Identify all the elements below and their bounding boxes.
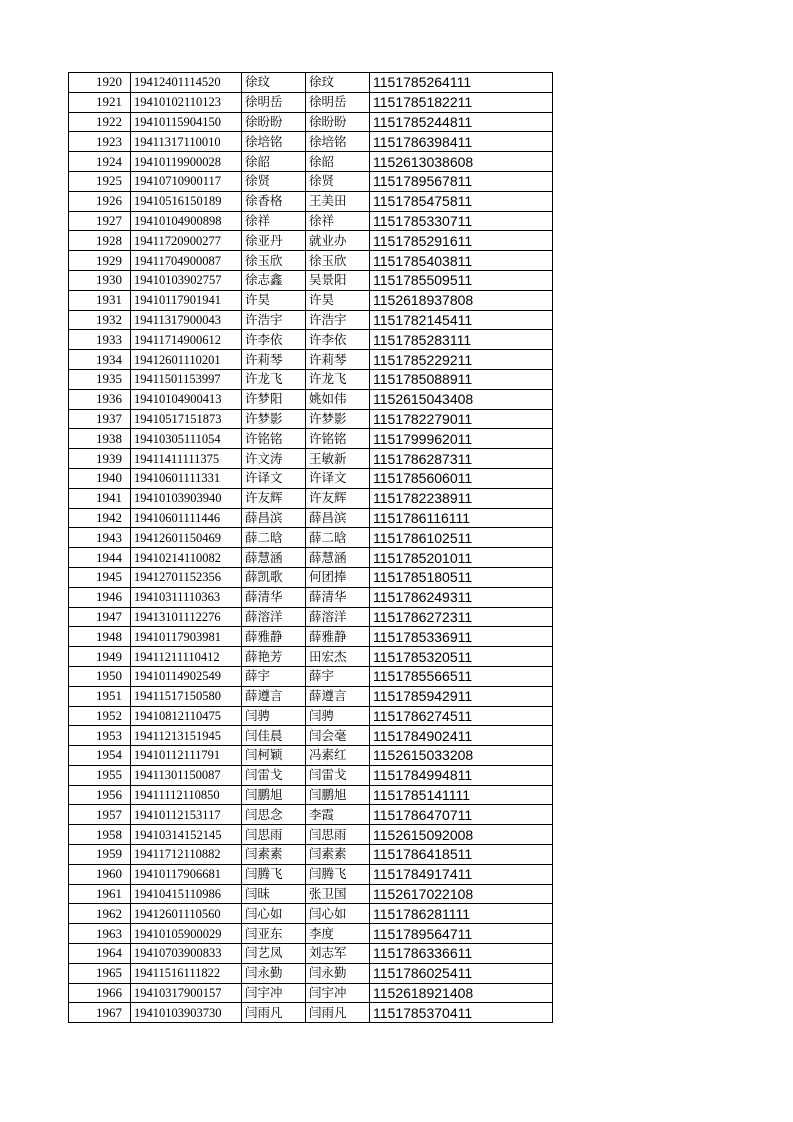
id-number-cell: 19413101112276 <box>131 607 242 627</box>
name-cell: 徐玉欣 <box>242 251 306 271</box>
payee-name-cell: 何团捧 <box>306 567 370 587</box>
account-number-cell: 1151799962011 <box>370 429 553 449</box>
payee-name-cell: 许李依 <box>306 330 370 350</box>
payee-name-cell: 闫心如 <box>306 904 370 924</box>
name-cell: 薛艳芳 <box>242 647 306 667</box>
name-cell: 闫亚东 <box>242 924 306 944</box>
payee-name-cell: 闫宇冲 <box>306 983 370 1003</box>
payee-name-cell: 薛清华 <box>306 587 370 607</box>
name-cell: 徐贤 <box>242 171 306 191</box>
id-number-cell: 19410104900413 <box>131 389 242 409</box>
account-number-cell: 1151782279011 <box>370 409 553 429</box>
id-number-cell: 19410317900157 <box>131 983 242 1003</box>
row-number-cell: 1931 <box>69 290 131 310</box>
row-number-cell: 1957 <box>69 805 131 825</box>
id-number-cell: 19410415110986 <box>131 884 242 904</box>
id-number-cell: 19411501153997 <box>131 369 242 389</box>
table-row <box>69 845 553 865</box>
name-cell: 闫素素 <box>242 845 306 865</box>
account-number-cell: 1151786470711 <box>370 805 553 825</box>
id-number-cell: 19412401114520 <box>131 73 242 93</box>
name-cell: 许龙飞 <box>242 369 306 389</box>
name-cell: 徐志鑫 <box>242 270 306 290</box>
row-number-cell: 1949 <box>69 647 131 667</box>
table-row <box>69 251 553 271</box>
account-number-cell: 1151786249311 <box>370 587 553 607</box>
payee-name-cell: 闫永勤 <box>306 963 370 983</box>
account-number-cell: 1152618937808 <box>370 290 553 310</box>
name-cell: 徐玟 <box>242 73 306 93</box>
id-number-cell: 19410516150189 <box>131 191 242 211</box>
payee-name-cell: 李霞 <box>306 805 370 825</box>
id-number-cell: 19410102110123 <box>131 92 242 112</box>
name-cell: 薛清华 <box>242 587 306 607</box>
row-number-cell: 1965 <box>69 963 131 983</box>
id-number-cell: 19410112111791 <box>131 746 242 766</box>
name-cell: 许浩宇 <box>242 310 306 330</box>
name-cell: 薛遵言 <box>242 686 306 706</box>
id-number-cell: 19410117906681 <box>131 864 242 884</box>
payee-name-cell: 徐韶 <box>306 152 370 172</box>
table-row <box>69 805 553 825</box>
id-number-cell: 19410305111054 <box>131 429 242 449</box>
table-row <box>69 330 553 350</box>
id-number-cell: 19411301150087 <box>131 765 242 785</box>
id-number-cell: 19410601111331 <box>131 468 242 488</box>
account-number-cell: 1151785370411 <box>370 1003 553 1023</box>
account-number-cell: 1151785291611 <box>370 231 553 251</box>
payee-name-cell: 徐玟 <box>306 73 370 93</box>
account-number-cell: 1151785336911 <box>370 627 553 647</box>
table-row <box>69 706 553 726</box>
payee-name-cell: 徐明岳 <box>306 92 370 112</box>
data-table <box>68 72 553 1023</box>
account-number-cell: 1151785229211 <box>370 350 553 370</box>
name-cell: 闫鹏旭 <box>242 785 306 805</box>
account-number-cell: 1151786116111 <box>370 508 553 528</box>
account-number-cell: 1152615043408 <box>370 389 553 409</box>
table-row <box>69 468 553 488</box>
id-number-cell: 19410117901941 <box>131 290 242 310</box>
row-number-cell: 1956 <box>69 785 131 805</box>
account-number-cell: 1152617022108 <box>370 884 553 904</box>
row-number-cell: 1967 <box>69 1003 131 1023</box>
row-number-cell: 1923 <box>69 132 131 152</box>
table-row <box>69 924 553 944</box>
table-row <box>69 944 553 964</box>
table-row <box>69 904 553 924</box>
name-cell: 许友辉 <box>242 488 306 508</box>
id-number-cell: 19411112110850 <box>131 785 242 805</box>
row-number-cell: 1963 <box>69 924 131 944</box>
id-number-cell: 19410314152145 <box>131 825 242 845</box>
table-row <box>69 746 553 766</box>
id-number-cell: 19411704900087 <box>131 251 242 271</box>
account-number-cell: 1151789567811 <box>370 171 553 191</box>
payee-name-cell: 闫素素 <box>306 845 370 865</box>
payee-name-cell: 张卫国 <box>306 884 370 904</box>
id-number-cell: 19412601150469 <box>131 528 242 548</box>
name-cell: 薛二晗 <box>242 528 306 548</box>
payee-name-cell: 徐培铭 <box>306 132 370 152</box>
payee-name-cell: 许铭铭 <box>306 429 370 449</box>
table-row <box>69 825 553 845</box>
account-number-cell: 1151785509511 <box>370 270 553 290</box>
account-number-cell: 1151785606011 <box>370 468 553 488</box>
name-cell: 徐香格 <box>242 191 306 211</box>
name-cell: 徐祥 <box>242 211 306 231</box>
name-cell: 薛凯歌 <box>242 567 306 587</box>
account-number-cell: 1151786281111 <box>370 904 553 924</box>
account-number-cell: 1151785403811 <box>370 251 553 271</box>
payee-name-cell: 许龙飞 <box>306 369 370 389</box>
row-number-cell: 1929 <box>69 251 131 271</box>
name-cell: 许铭铭 <box>242 429 306 449</box>
account-number-cell: 1151785201011 <box>370 548 553 568</box>
name-cell: 许译文 <box>242 468 306 488</box>
account-number-cell: 1151786102511 <box>370 528 553 548</box>
table-row <box>69 270 553 290</box>
name-cell: 许梦影 <box>242 409 306 429</box>
row-number-cell: 1924 <box>69 152 131 172</box>
account-number-cell: 1152613038608 <box>370 152 553 172</box>
row-number-cell: 1960 <box>69 864 131 884</box>
row-number-cell: 1928 <box>69 231 131 251</box>
name-cell: 徐盼盼 <box>242 112 306 132</box>
id-number-cell: 19411720900277 <box>131 231 242 251</box>
account-number-cell: 1151785566511 <box>370 666 553 686</box>
table-row <box>69 963 553 983</box>
name-cell: 闫雷戈 <box>242 765 306 785</box>
table-row <box>69 765 553 785</box>
name-cell: 徐明岳 <box>242 92 306 112</box>
payee-name-cell: 徐盼盼 <box>306 112 370 132</box>
payee-name-cell: 就业办 <box>306 231 370 251</box>
payee-name-cell: 王美田 <box>306 191 370 211</box>
table-row <box>69 310 553 330</box>
row-number-cell: 1948 <box>69 627 131 647</box>
table-row <box>69 92 553 112</box>
row-number-cell: 1943 <box>69 528 131 548</box>
row-number-cell: 1941 <box>69 488 131 508</box>
row-number-cell: 1922 <box>69 112 131 132</box>
id-number-cell: 19410517151873 <box>131 409 242 429</box>
account-number-cell: 1151785141111 <box>370 785 553 805</box>
payee-name-cell: 吴景阳 <box>306 270 370 290</box>
name-cell: 闫心如 <box>242 904 306 924</box>
payee-name-cell: 薛慧涵 <box>306 548 370 568</box>
name-cell: 徐培铭 <box>242 132 306 152</box>
account-number-cell: 1151785283111 <box>370 330 553 350</box>
payee-name-cell: 薛宇 <box>306 666 370 686</box>
payee-name-cell: 徐祥 <box>306 211 370 231</box>
account-number-cell: 1151786025411 <box>370 963 553 983</box>
account-number-cell: 1151786287311 <box>370 449 553 469</box>
table-row <box>69 567 553 587</box>
account-number-cell: 1151785475811 <box>370 191 553 211</box>
table-row <box>69 112 553 132</box>
name-cell: 闫柯颖 <box>242 746 306 766</box>
id-number-cell: 19411317110010 <box>131 132 242 152</box>
id-number-cell: 19410812110475 <box>131 706 242 726</box>
account-number-cell: 1151782238911 <box>370 488 553 508</box>
table-row <box>69 389 553 409</box>
account-number-cell: 1151784902411 <box>370 726 553 746</box>
table-row <box>69 152 553 172</box>
name-cell: 闫骋 <box>242 706 306 726</box>
id-number-cell: 19410105900029 <box>131 924 242 944</box>
row-number-cell: 1936 <box>69 389 131 409</box>
id-number-cell: 19410117903981 <box>131 627 242 647</box>
table-row <box>69 449 553 469</box>
id-number-cell: 19410104900898 <box>131 211 242 231</box>
table-row <box>69 528 553 548</box>
payee-name-cell: 闫鹏旭 <box>306 785 370 805</box>
row-number-cell: 1940 <box>69 468 131 488</box>
name-cell: 许李依 <box>242 330 306 350</box>
row-number-cell: 1935 <box>69 369 131 389</box>
id-number-cell: 19411213151945 <box>131 726 242 746</box>
account-number-cell: 1151786272311 <box>370 607 553 627</box>
id-number-cell: 19410103903940 <box>131 488 242 508</box>
table-row <box>69 369 553 389</box>
payee-name-cell: 田宏杰 <box>306 647 370 667</box>
name-cell: 闫思雨 <box>242 825 306 845</box>
account-number-cell: 1151786418511 <box>370 845 553 865</box>
payee-name-cell: 刘志军 <box>306 944 370 964</box>
name-cell: 薛慧涵 <box>242 548 306 568</box>
row-number-cell: 1920 <box>69 73 131 93</box>
name-cell: 闫佳晨 <box>242 726 306 746</box>
row-number-cell: 1955 <box>69 765 131 785</box>
payee-name-cell: 薛雅静 <box>306 627 370 647</box>
payee-name-cell: 薛遵言 <box>306 686 370 706</box>
payee-name-cell: 许浩宇 <box>306 310 370 330</box>
table-row <box>69 231 553 251</box>
row-number-cell: 1944 <box>69 548 131 568</box>
account-number-cell: 1151785180511 <box>370 567 553 587</box>
table-row <box>69 211 553 231</box>
table-row <box>69 587 553 607</box>
table-row <box>69 666 553 686</box>
row-number-cell: 1925 <box>69 171 131 191</box>
table-row <box>69 686 553 706</box>
id-number-cell: 19411516111822 <box>131 963 242 983</box>
row-number-cell: 1937 <box>69 409 131 429</box>
table-row <box>69 627 553 647</box>
payee-name-cell: 许友辉 <box>306 488 370 508</box>
payee-name-cell: 许莉琴 <box>306 350 370 370</box>
name-cell: 薛雅静 <box>242 627 306 647</box>
table-row <box>69 73 553 93</box>
id-number-cell: 19410112153117 <box>131 805 242 825</box>
table-row <box>69 350 553 370</box>
id-number-cell: 19410115904150 <box>131 112 242 132</box>
row-number-cell: 1951 <box>69 686 131 706</box>
id-number-cell: 19410311110363 <box>131 587 242 607</box>
table-row <box>69 171 553 191</box>
id-number-cell: 19410710900117 <box>131 171 242 191</box>
payee-name-cell: 闫雷戈 <box>306 765 370 785</box>
table-row <box>69 726 553 746</box>
table-row <box>69 1003 553 1023</box>
payee-name-cell: 许译文 <box>306 468 370 488</box>
id-number-cell: 19410114902549 <box>131 666 242 686</box>
id-number-cell: 19410103902757 <box>131 270 242 290</box>
id-number-cell: 19412601110201 <box>131 350 242 370</box>
id-number-cell: 19410103903730 <box>131 1003 242 1023</box>
id-number-cell: 19411211110412 <box>131 647 242 667</box>
table-row <box>69 290 553 310</box>
row-number-cell: 1942 <box>69 508 131 528</box>
row-number-cell: 1927 <box>69 211 131 231</box>
payee-name-cell: 冯素红 <box>306 746 370 766</box>
name-cell: 闫雨凡 <box>242 1003 306 1023</box>
name-cell: 闫宇冲 <box>242 983 306 1003</box>
payee-name-cell: 薛二晗 <box>306 528 370 548</box>
name-cell: 许梦阳 <box>242 389 306 409</box>
table-row <box>69 488 553 508</box>
name-cell: 徐韶 <box>242 152 306 172</box>
account-number-cell: 1151782145411 <box>370 310 553 330</box>
account-number-cell: 1152618921408 <box>370 983 553 1003</box>
name-cell: 薛宇 <box>242 666 306 686</box>
table-row <box>69 607 553 627</box>
account-number-cell: 1151785182211 <box>370 92 553 112</box>
account-number-cell: 1151786398411 <box>370 132 553 152</box>
row-number-cell: 1946 <box>69 587 131 607</box>
table-body <box>69 73 553 1023</box>
account-number-cell: 1151785088911 <box>370 369 553 389</box>
payee-name-cell: 许昊 <box>306 290 370 310</box>
payee-name-cell: 姚如伟 <box>306 389 370 409</box>
row-number-cell: 1964 <box>69 944 131 964</box>
row-number-cell: 1954 <box>69 746 131 766</box>
account-number-cell: 1151785264111 <box>370 73 553 93</box>
row-number-cell: 1947 <box>69 607 131 627</box>
id-number-cell: 19411714900612 <box>131 330 242 350</box>
account-number-cell: 1151785244811 <box>370 112 553 132</box>
row-number-cell: 1921 <box>69 92 131 112</box>
name-cell: 薛昌滨 <box>242 508 306 528</box>
table-row <box>69 508 553 528</box>
row-number-cell: 1958 <box>69 825 131 845</box>
account-number-cell: 1151786336611 <box>370 944 553 964</box>
table-row <box>69 409 553 429</box>
payee-name-cell: 闫会毫 <box>306 726 370 746</box>
account-number-cell: 1151785330711 <box>370 211 553 231</box>
row-number-cell: 1939 <box>69 449 131 469</box>
row-number-cell: 1952 <box>69 706 131 726</box>
account-number-cell: 1151784917411 <box>370 864 553 884</box>
table-row <box>69 785 553 805</box>
name-cell: 闫思念 <box>242 805 306 825</box>
row-number-cell: 1934 <box>69 350 131 370</box>
payee-name-cell: 闫骋 <box>306 706 370 726</box>
name-cell: 闫永勤 <box>242 963 306 983</box>
id-number-cell: 19411517150580 <box>131 686 242 706</box>
row-number-cell: 1938 <box>69 429 131 449</box>
account-number-cell: 1151785942911 <box>370 686 553 706</box>
name-cell: 许文涛 <box>242 449 306 469</box>
payee-name-cell: 闫腾飞 <box>306 864 370 884</box>
name-cell: 徐亚丹 <box>242 231 306 251</box>
account-number-cell: 1151789564711 <box>370 924 553 944</box>
id-number-cell: 19412701152356 <box>131 567 242 587</box>
account-number-cell: 1152615033208 <box>370 746 553 766</box>
payee-name-cell: 闫雨凡 <box>306 1003 370 1023</box>
table-row <box>69 191 553 211</box>
name-cell: 闫艺凤 <box>242 944 306 964</box>
row-number-cell: 1950 <box>69 666 131 686</box>
row-number-cell: 1933 <box>69 330 131 350</box>
row-number-cell: 1961 <box>69 884 131 904</box>
account-number-cell: 1151785320511 <box>370 647 553 667</box>
name-cell: 闫昧 <box>242 884 306 904</box>
row-number-cell: 1962 <box>69 904 131 924</box>
table-row <box>69 864 553 884</box>
payee-name-cell: 李度 <box>306 924 370 944</box>
table-row <box>69 132 553 152</box>
table-row <box>69 548 553 568</box>
name-cell: 许昊 <box>242 290 306 310</box>
id-number-cell: 19411712110882 <box>131 845 242 865</box>
account-number-cell: 1151784994811 <box>370 765 553 785</box>
id-number-cell: 19410703900833 <box>131 944 242 964</box>
id-number-cell: 19411411111375 <box>131 449 242 469</box>
row-number-cell: 1953 <box>69 726 131 746</box>
name-cell: 闫腾飞 <box>242 864 306 884</box>
payee-name-cell: 薛溶洋 <box>306 607 370 627</box>
account-number-cell: 1151786274511 <box>370 706 553 726</box>
row-number-cell: 1930 <box>69 270 131 290</box>
id-number-cell: 19411317900043 <box>131 310 242 330</box>
payee-name-cell: 徐贤 <box>306 171 370 191</box>
account-number-cell: 1152615092008 <box>370 825 553 845</box>
row-number-cell: 1959 <box>69 845 131 865</box>
id-number-cell: 19410119900028 <box>131 152 242 172</box>
id-number-cell: 19410214110082 <box>131 548 242 568</box>
row-number-cell: 1945 <box>69 567 131 587</box>
row-number-cell: 1966 <box>69 983 131 1003</box>
name-cell: 薛溶洋 <box>242 607 306 627</box>
id-number-cell: 19412601110560 <box>131 904 242 924</box>
payee-name-cell: 薛昌滨 <box>306 508 370 528</box>
payee-name-cell: 王敏新 <box>306 449 370 469</box>
table-row <box>69 884 553 904</box>
row-number-cell: 1932 <box>69 310 131 330</box>
row-number-cell: 1926 <box>69 191 131 211</box>
name-cell: 许莉琴 <box>242 350 306 370</box>
table-row <box>69 429 553 449</box>
id-number-cell: 19410601111446 <box>131 508 242 528</box>
table-row <box>69 647 553 667</box>
payee-name-cell: 闫思雨 <box>306 825 370 845</box>
table-row <box>69 983 553 1003</box>
payee-name-cell: 徐玉欣 <box>306 251 370 271</box>
payee-name-cell: 许梦影 <box>306 409 370 429</box>
